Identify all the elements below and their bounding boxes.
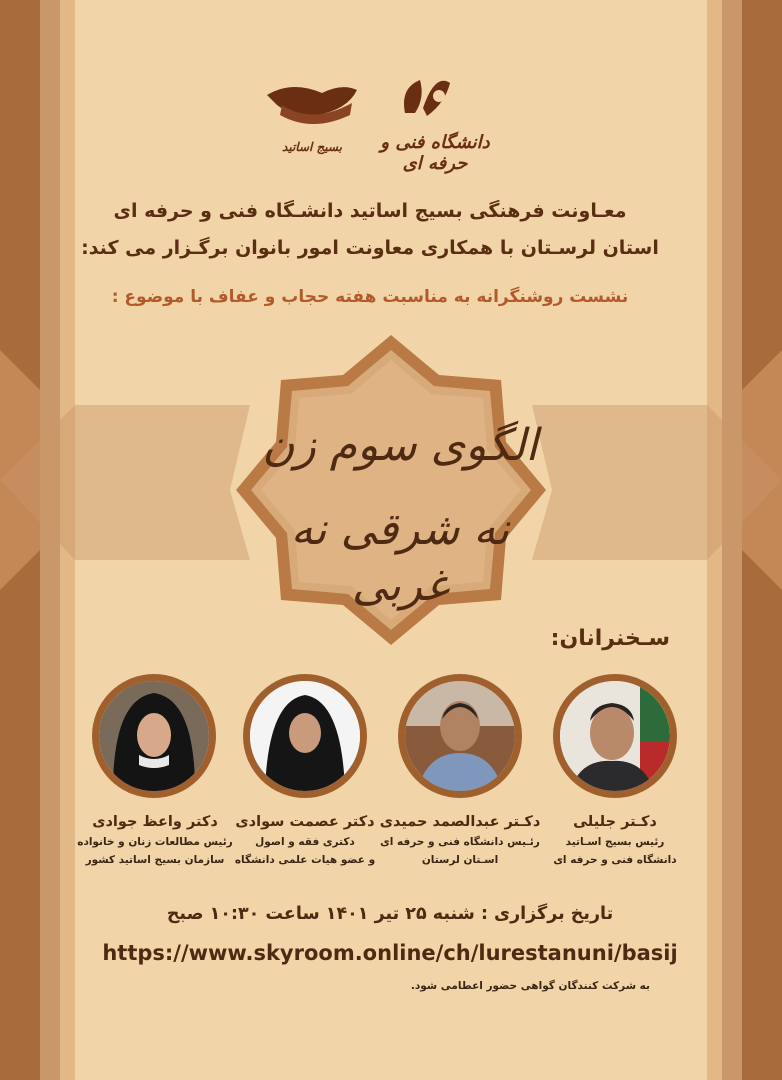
header-line-3: نشست روشنگرانه به مناسبت هفته حجاب و عفاف با موضوع : [111,287,629,307]
speaker-role: رئـیس دانشگاه فنی و حرفه ای [380,836,540,848]
speaker-role: دکتری فقه و اصول [255,836,355,848]
event-date: تاریخ برگزاری : شنبه ۲۵ تیر ۱۴۰۱ ساعت ۱۰:۳۰ صبح [166,904,614,924]
speaker-photo-savadi [243,674,367,798]
university-name: دانشگاه فنی و حرفه ای [380,132,490,174]
speaker-photo-hamidi [398,674,522,798]
speakers-heading: سـخنرانان: [550,626,670,651]
basij-name: بسیج اساتید [282,140,342,154]
speaker-name: دکـتر عبدالصمد حمیدی [379,814,541,830]
speaker-role: اسـتان لرستان [421,854,499,866]
speaker-photo-jalili [553,674,677,798]
basij-boat-emblem-icon [262,75,362,135]
title-line-2: نه شرقی نه غربی [290,504,510,611]
speaker-role: رئیس بسیج اسـاتید [565,836,665,848]
speaker-role: رئیس مطالعات زنان و خانواده [77,836,233,848]
header-line-1: معـاونت فرهنگی بسیج اساتید دانشـگاه فنی و حرفه ای [113,200,627,222]
speaker-name: دکتر عصمت سوادی [235,814,375,830]
bottom-strip [75,1040,707,1080]
university-emblem-icon [395,68,455,123]
certificate-note: به شرکت کنندگان گواهی حضور اعطامی شود. [410,980,650,992]
speaker-role: و عضو هیات علمی دانشگاه [234,854,376,866]
speaker-photo-javadi [92,674,216,798]
speaker-role: سازمان بسیج اساتید کشور [85,854,225,866]
header-line-2: استان لرسـتان با همکاری معاونت امور بانوان برگـزار می کند: [81,237,659,259]
speaker-name: دکـتر جلیلی [573,814,657,830]
title-line-1: الگوی سوم زن [262,420,538,471]
speaker-name: دکتر واعظ جوادی [92,814,218,830]
event-link[interactable]: https://www.skyroom.online/ch/lurestanuni/basij [102,941,678,965]
speaker-role: دانشگاه فنی و حرفه ای [553,854,677,866]
